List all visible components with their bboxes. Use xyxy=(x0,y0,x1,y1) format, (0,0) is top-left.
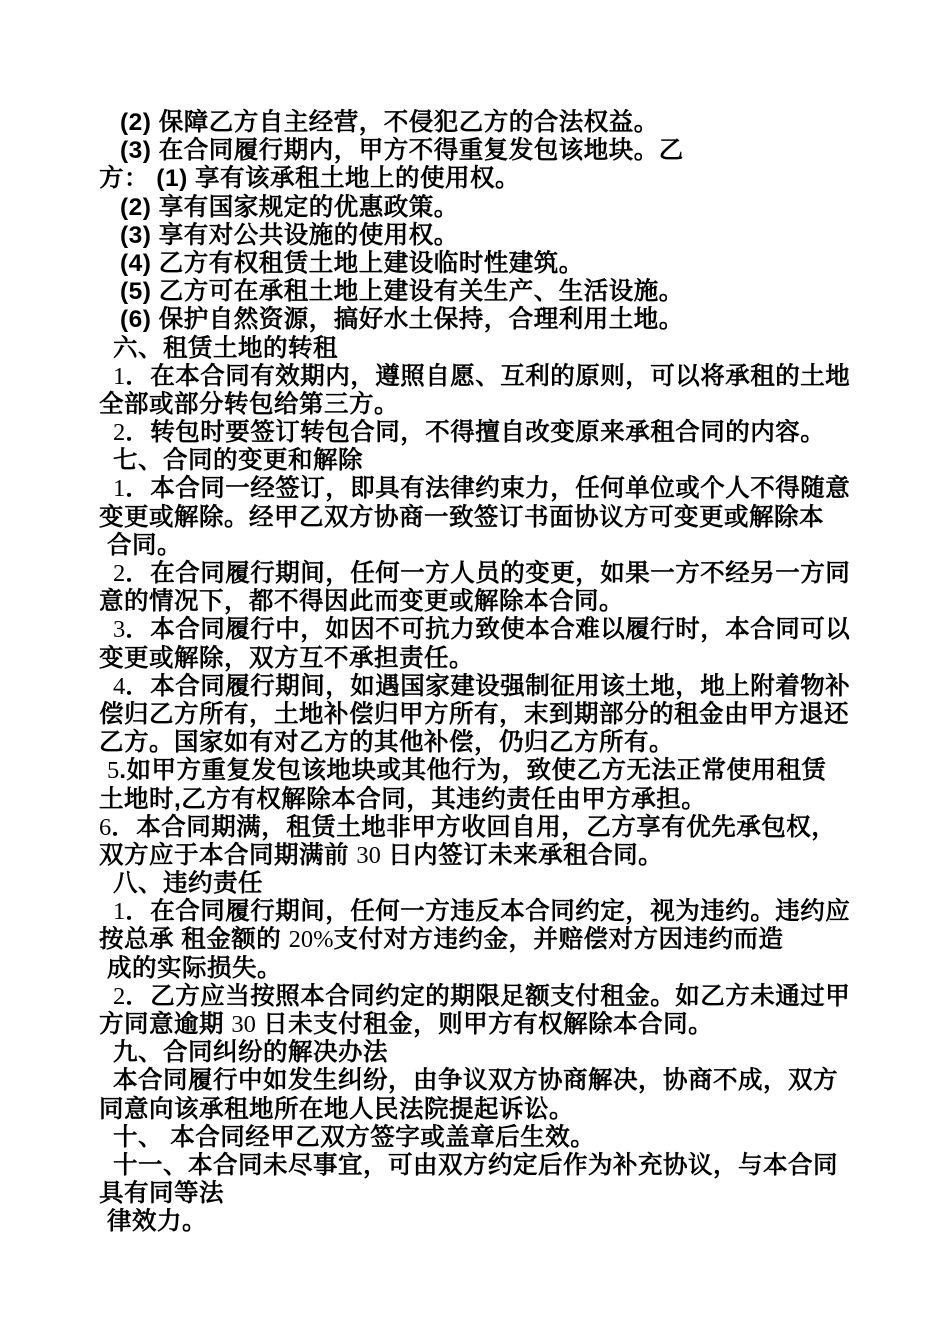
numeral: 2 xyxy=(113,560,126,587)
document-line: 七、合同的变更和解除 xyxy=(113,447,363,475)
document-line: 方同意逾期 30 日未支付租金，则甲方有权解除本合同。 xyxy=(99,1011,714,1038)
document-line: 偿归乙方所有，土地补偿归甲方所有，末到期部分的租金由甲方退还 xyxy=(99,700,849,728)
numeral: 3 xyxy=(113,616,126,644)
document-line: (2) 保障乙方自主经营，不侵犯乙方的合法权益。 xyxy=(120,109,659,136)
document-line: 具有同等法 xyxy=(99,1180,224,1208)
numeral: 30 xyxy=(231,1011,256,1038)
document-line: 方： (1) 享有该承租土地上的使用权。 xyxy=(99,165,521,193)
numeral: 5 xyxy=(107,757,120,785)
document-line: 本合同履行中如发生纠纷，由争议双方协商解决，协商不成，双方 xyxy=(113,1067,838,1095)
document-line: 律效力。 xyxy=(107,1208,207,1236)
document-line: 2．在合同履行期间，任何一方人员的变更，如果一方不经另一方同 xyxy=(113,560,851,587)
document-line: 1．本合同一经签订，即具有法律约束力，任何单位或个人不得随意 xyxy=(113,475,851,503)
document-line: (3) 在合同履行期内，甲方不得重复发包该地块。乙 xyxy=(120,137,684,165)
numeral: 20% xyxy=(288,926,334,954)
document-line: (6) 保护自然资源，搞好水土保持，合理利用土地。 xyxy=(120,306,684,334)
document-line: 六、租赁土地的转租 xyxy=(113,334,338,362)
document-line: (5) 乙方可在承租土地上建设有关生产、生活设施。 xyxy=(120,278,684,306)
document-line: 变更或解除，双方互不承担责任。 xyxy=(99,644,474,672)
document-line: 3．本合同履行中，如因不可抗力致使本合难以履行时，本合同可以 xyxy=(113,616,851,644)
document-line: 意的情况下，都不得因此而变更或解除本合同。 xyxy=(99,588,624,616)
document-line: 4．本合同履行期间，如遇国家建设强制征用该土地，地上附着物补 xyxy=(113,672,851,700)
document-line: 6．本合同期满，租赁土地非甲方收回自用，乙方享有优先承包权， xyxy=(99,813,837,841)
document-line: (3) 享有对公共设施的使用权。 xyxy=(120,221,459,249)
numeral: 6 xyxy=(99,813,112,841)
document-line: 十一、本合同未尽事宜，可由双方约定后作为补充协议，与本合同 xyxy=(113,1151,838,1179)
document-line: 合同。 xyxy=(107,531,182,559)
document-line: (2) 享有国家规定的优惠政策。 xyxy=(120,193,459,221)
document-line: 八、违约责任 xyxy=(113,870,263,898)
document-line: 变更或解除。经甲乙双方协商一致签订书面协议方可变更或解除本 xyxy=(99,503,824,531)
document-line: 5.如甲方重复发包该地块或其他行为，致使乙方无法正常使用租赁 xyxy=(107,757,827,785)
document-line: 乙方。国家如有对乙方的其他补偿，仍归乙方所有。 xyxy=(99,729,674,757)
numeral: 1 xyxy=(113,898,126,926)
numeral: 1 xyxy=(113,362,126,390)
document-line: (4) 乙方有权租赁土地上建设临时性建筑。 xyxy=(120,249,584,277)
numeral: 2 xyxy=(113,982,126,1010)
document-line: 同意向该承租地所在地人民法院提起诉讼。 xyxy=(99,1095,574,1123)
document-line: 土地时,乙方有权解除本合同，其违约责任由甲方承担。 xyxy=(99,785,707,813)
document-line: 2．转包时要签订转包合同，不得擅自改变原来承租合同的内容。 xyxy=(113,419,826,447)
document-line: 成的实际损失。 xyxy=(107,954,282,982)
contract-body-text xyxy=(99,109,920,1237)
numeral: 4 xyxy=(113,672,126,700)
document-line: 按总承 租金额的 20%支付对方违约金，并赔偿对方因违约而造 xyxy=(99,926,784,954)
numeral: 2 xyxy=(113,419,126,447)
document-line: 2．乙方应当按照本合同约定的期限足额支付租金。如乙方未通过甲 xyxy=(113,982,851,1010)
numeral: 30 xyxy=(356,841,381,869)
document-line: 1．在合同履行期间，任何一方违反本合同约定，视为违约。违约应 xyxy=(113,898,851,926)
document-line: 双方应于本合同期满前 30 日内签订未来承租合同。 xyxy=(99,841,664,869)
document-line: 1．在本合同有效期内，遵照自愿、互利的原则，可以将承租的土地 xyxy=(113,362,851,390)
document-line: 十、 本合同经甲乙双方签字或盖章后生效。 xyxy=(113,1123,596,1151)
numeral: 1 xyxy=(113,475,126,503)
document-line: 全部或部分转包给第三方。 xyxy=(99,390,399,418)
document-line: 九、合同纠纷的解决办法 xyxy=(113,1039,388,1067)
